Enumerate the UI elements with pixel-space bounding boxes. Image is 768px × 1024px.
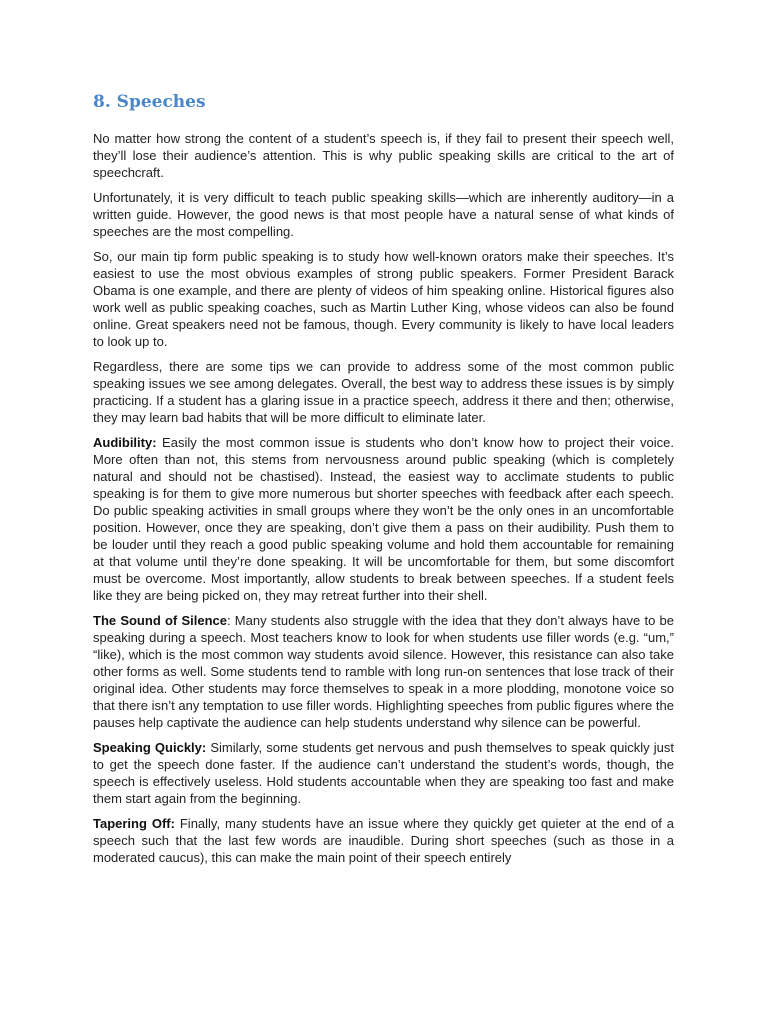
- tip-sound-of-silence: [93, 612, 674, 731]
- tip-audibility-body: Easily the most common issue is students who don’t know how to project their voice. More often than not, this stems from nervousness around public speaking (which is completely natural and should not be chastised). Instead, the easiest way to acclimate students to public speaking is for them to give more numerous but shorter speeches with feedback after each speech. Do public speaking activities in small groups where they won’t be the only ones in an uncomfortable position. However, once they are speaking, don’t give them a pass on their audibility. Push them to be louder until they reach a good public speaking volume and hold them accountable for remaining at that volume until they’re done speaking. It will be uncomfortable for them, but some discomfort must be overcome. Most importantly, allow students to break between speeches. If a student feels like they are being picked on, they may retreat further into their shell.: [93, 435, 674, 603]
- section-heading: 8. Speeches: [93, 92, 206, 112]
- tip-sound-of-silence-body: : Many students also struggle with the idea that they don’t always have to be speaking during a speech. Most teachers know to look for when students use filler words (e.g. “um,” “like), which is the most common way students avoid silence. However, this resistance can also take other forms as well. Some students tend to ramble with long run-on sentences that lose track of their original idea. Other students may force themselves to speak in a more plodding, monotone voice so that there isn’t any temptation to use filler words. Highlighting speeches from public figures where the pauses help captivate the audience can help students understand why silence can be powerful.: [93, 613, 674, 730]
- tip-tapering-off-title: Tapering Off:: [93, 816, 175, 831]
- document-page: [93, 88, 674, 874]
- tip-speaking-quickly-title: Speaking Quickly:: [93, 740, 207, 755]
- tip-audibility-title: Audibility:: [93, 435, 157, 450]
- challenge-paragraph: Unfortunately, it is very difficult to teach public speaking skills—which are inherently auditory—in a written guide. However, the good news is that most people have a natural sense of what kinds of speeches are the most compelling.: [93, 190, 674, 239]
- tip-tapering-off-body: Finally, many students have an issue where they quickly get quieter at the end of a speech such that the last few words are inaudible. During short speeches (such as those in a moderated caucus), this can make the main point of their speech entirely: [93, 816, 674, 865]
- tip-speaking-quickly-body: Similarly, some students get nervous and push themselves to speak quickly just to get the speech done faster. If the audience can’t understand the student’s words, though, the speech is effectively useless. Hold students accountable when they are speaking too fast and make them start again from the beginning.: [93, 740, 675, 806]
- main-tip-paragraph: So, our main tip form public speaking is to study how well-known orators make their speeches. It’s easiest to use the most obvious examples of strong public speakers. Former President Barack Obama is one example, and there are plenty of videos of him speaking online. Historical figures also work well as public speaking coaches, such as Martin Luther King, whose videos can also be found online. Great speakers need not be famous, though. Every community is likely to have local leaders to look up to.: [93, 249, 674, 349]
- tip-sound-of-silence-title: The Sound of Silence: [93, 613, 227, 628]
- tip-audibility: [93, 434, 674, 604]
- tip-tapering-off: [93, 815, 674, 866]
- common-issues-paragraph: Regardless, there are some tips we can provide to address some of the most common public speaking issues we see among delegates. Overall, the best way to address these issues is by simply practicing. If a student has a glaring issue in a practice speech, address it there and then; otherwise, they may learn bad habits that will be more difficult to eliminate later.: [93, 359, 674, 425]
- tip-speaking-quickly: [93, 739, 674, 807]
- intro-paragraph: No matter how strong the content of a student’s speech is, if they fail to present their speech well, they’ll lose their audience’s attention. This is why public speaking skills are critical to the art of speechcraft.: [93, 131, 674, 180]
